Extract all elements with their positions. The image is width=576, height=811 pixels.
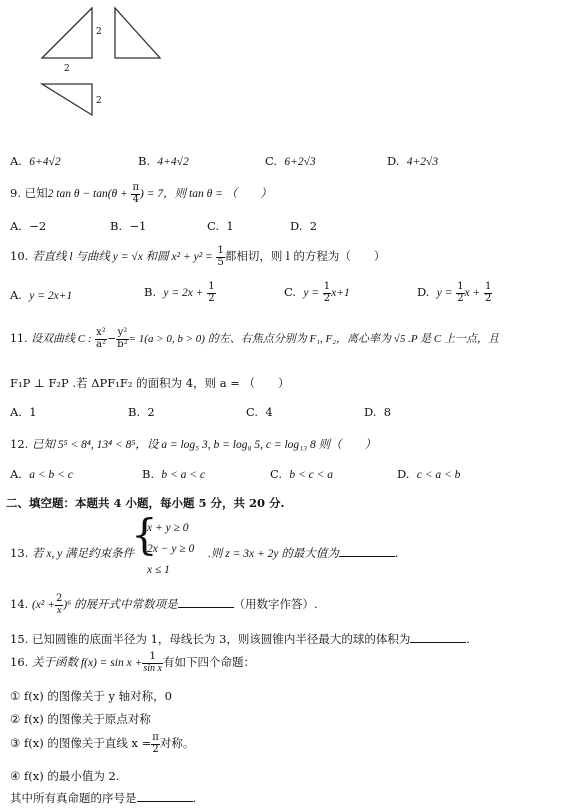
q13-constraint-2: 2x − y ≥ 0 [147, 543, 195, 555]
top-view-triangle [42, 84, 92, 115]
q11-stem: 11. 设双曲线 C : $\frac{\text{x²}}{\text{a²}}$ − $\frac{\text{y²}}{\text{b²}}$ = 1(a > 0, b > 0) 的左、右焦点分别为 F₁, F₂，离心率为 √5 .P 是 C 上一点，且 [10, 327, 499, 350]
q10-stem: 10. 若直线 l 与曲线 y = √x 和圆 x² + y² = $\frac{1}{5}$ 都相切，则 l 的方程为（ ） [10, 245, 386, 268]
q11-option-b[interactable]: B. 2 [128, 405, 155, 419]
q13-constraint-3: x ≤ 1 [147, 564, 170, 576]
q15-answer-blank[interactable] [410, 632, 466, 643]
q14-answer-blank[interactable] [178, 597, 234, 608]
q16-proposition-3: ③ f(x) 的图像关于直线 x = $\frac{\pi}{2}$ 对称。 [10, 732, 195, 755]
section-fill-in-heading: 二、填空题：本题共 4 小题，每小题 5 分，共 20 分. [6, 496, 285, 510]
figure-label-width: 2 [64, 64, 70, 74]
q10-option-a[interactable]: A. y = 2x+1 [10, 288, 73, 302]
three-view-figure [0, 0, 200, 125]
q9-option-a[interactable]: A. −2 [10, 219, 47, 233]
q13-constraint-1: x + y ≥ 0 [147, 522, 189, 534]
q10-option-b[interactable]: B. y = 2x + $\frac{1}{2}$ [144, 281, 215, 304]
q11-option-d[interactable]: D. 8 [364, 405, 392, 419]
q13-answer-blank[interactable] [339, 546, 395, 557]
q14-stem: 14. (x² + $\frac{2}{x}$ )⁶ 的展开式中常数项是 （用数字作答）. [10, 593, 318, 616]
figure-label-height: 2 [96, 27, 102, 37]
q13-brace: { [131, 510, 158, 559]
q12-option-d[interactable]: D. c < a < b [397, 467, 461, 481]
q9-option-b[interactable]: B. −1 [110, 219, 147, 233]
q9-option-d[interactable]: D. 2 [290, 219, 318, 233]
q12-option-a[interactable]: A. a < b < c [10, 467, 73, 481]
q16-proposition-4: ④ f(x) 的最小值为 2. [10, 769, 120, 783]
q8-option-b[interactable]: B. 4+4√2 [138, 154, 189, 168]
q9-stem: 9. 已知2 tan θ − tan(θ + $\frac{\pi}{4}$ ) = 7，则 tan θ = （ ） [10, 182, 272, 205]
q13-stem-a: 13. 若 x, y 满足约束条件 [10, 546, 135, 560]
q10-option-d[interactable]: D. y = $\frac{1}{2}$ x + $\frac{1}{2}$ [417, 281, 492, 304]
q11-option-c[interactable]: C. 4 [246, 405, 273, 419]
q8-option-d[interactable]: D. 4+2√3 [387, 154, 439, 168]
q16-answer-line: 其中所有真命题的序号是 . [10, 791, 197, 805]
q10-option-c[interactable]: C. y = $\frac{1}{2}$ x+1 [284, 281, 350, 304]
figure-label-depth: 2 [96, 96, 102, 106]
side-view-triangle [115, 8, 160, 58]
q16-proposition-1: ① f(x) 的图像关于 y 轴对称，0 [10, 689, 172, 703]
q12-option-c[interactable]: C. b < c < a [270, 467, 333, 481]
q8-option-a[interactable]: A. 6+4√2 [10, 154, 61, 168]
front-view-triangle [42, 8, 92, 58]
q13-stem-b: .则 z = 3x + 2y 的最大值为 . [208, 546, 399, 560]
q16-stem: 16. 关于函数 f(x) = sin x + $\frac{1}{\text{sin x}}$ 有如下四个命题： [10, 651, 255, 674]
q16-proposition-2: ② f(x) 的图像关于原点对称 [10, 712, 151, 726]
q11-option-a[interactable]: A. 1 [10, 405, 37, 419]
q12-stem: 12. 已知 5⁵ < 8⁴, 13⁴ < 8⁵，设 a = log₅ 3, b = log₈ 5, c = log₁₃ 8 则（ ） [10, 437, 377, 451]
q11-stem-line2: F₁P ⊥ F₂P .若 ΔPF₁F₂ 的面积为 4，则 a = （ ） [10, 376, 290, 390]
q12-option-b[interactable]: B. b < a < c [142, 467, 206, 481]
q9-option-c[interactable]: C. 1 [207, 219, 234, 233]
q15-stem: 15. 已知圆锥的底面半径为 1，母线长为 3，则该圆锥内半径最大的球的体积为 . [10, 632, 471, 646]
q16-answer-blank[interactable] [137, 791, 193, 802]
q8-option-c[interactable]: C. 6+2√3 [265, 154, 316, 168]
